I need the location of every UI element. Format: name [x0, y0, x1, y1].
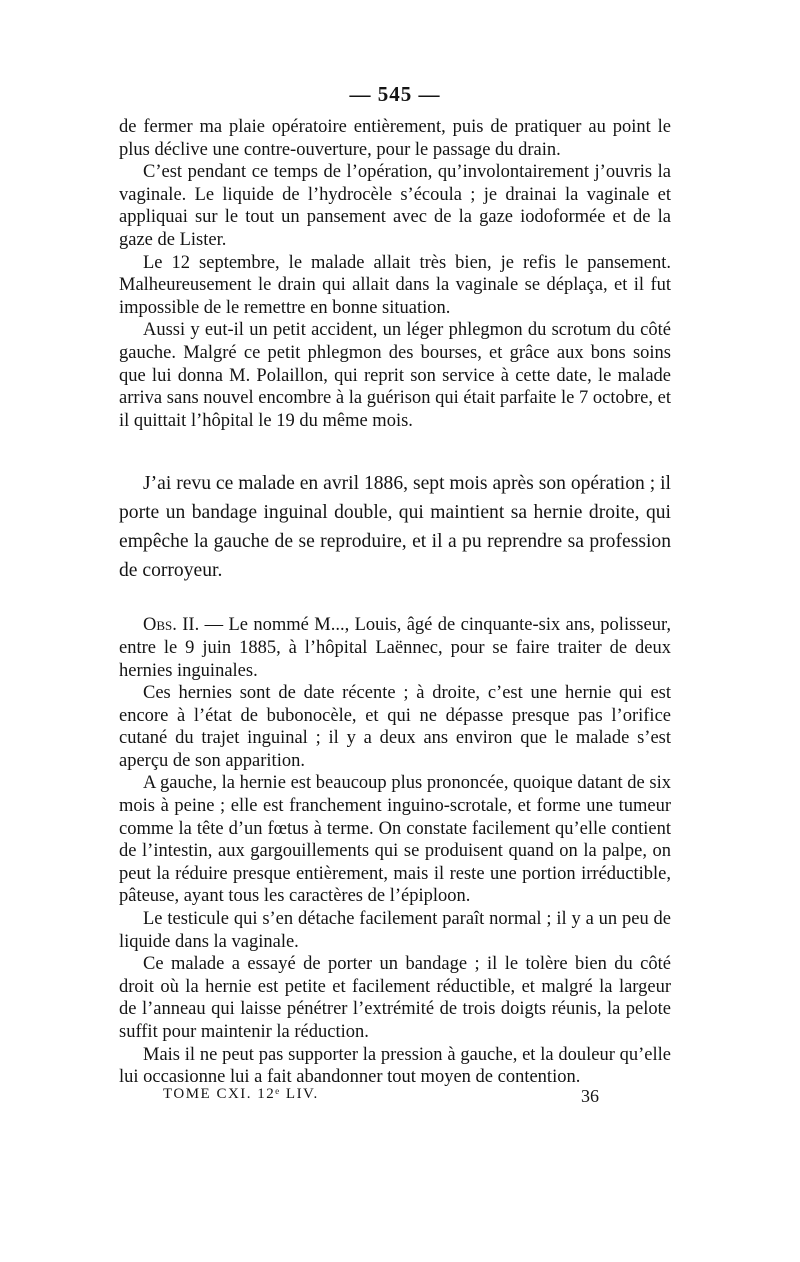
paragraph-followup: J’ai revu ce malade en avril 1886, sept mois après son opération ; il porte un bandage inguinal double, qui maintient sa hernie droite, qui empêche la gauche de se reproduire, et il a pu reprendre sa profession de corroyeur.	[119, 473, 671, 582]
page-body	[119, 82, 671, 1089]
page-footer	[163, 1086, 599, 1107]
observation-paragraph: Ces hernies sont de date récente ; à droite, c’est une hernie qui est encore à l’état de bubonocèle, et qui ne dépasse presque pas l’orifice cutané du trajet inguinal ; il y a deux ans environ que le malade s’est aperçu de son apparition.	[119, 683, 671, 771]
observation-paragraph: A gauche, la hernie est beaucoup plus prononcée, quoique datant de six mois à peine ; elle est franchement inguino-scrotale, et forme une tumeur comme la tête d’un fœtus à terme. On constate facilement qu’elle contient de l’intestin, aux gargouillements qui se produisent quand on la palpe, on peut la réduire presque entièrement, mais il reste une portion irréductible, pâteuse, ayant tous les caractères de l’épiploon.	[119, 773, 671, 907]
footer-sheet-number: 36	[581, 1086, 599, 1106]
observation-paragraph: Le testicule qui s’en détache facilement paraît normal ; il y a un peu de liquide dans la vaginale.	[119, 909, 671, 952]
observation-heading-paragraph	[119, 614, 671, 682]
paragraph: Le 12 septembre, le malade allait très bien, je refis le pansement. Malheureusement le drain qui allait dans la vaginale se déplaça, et il fut impossible de le remettre en bonne situation.	[119, 252, 671, 318]
observation-paragraph: Ce malade a essayé de porter un bandage ; il le tolère bien du côté droit où la hernie est petite et facilement réductible, et malgré la largeur de l’anneau qui laisse pénétrer l’extrémité de trois doigts réunis, la pelote suffit pour maintenir la réduction.	[119, 954, 671, 1042]
paragraph: Aussi y eut-il un petit accident, un léger phlegmon du scrotum du côté gauche. Malgré ce petit phlegmon des bourses, et grâce aux bons soins que lui donna M. Polaillon, qui reprit son service à cette date, le malade arriva sans nouvel encombre à la guérison qui était parfaite le 7 octobre, et il quittait l’hôpital le 19 du même mois.	[119, 320, 671, 431]
paragraph: C’est pendant ce temps de l’opération, qu’involontairement j’ouvris la vaginale. Le liquide de l’hydrocèle s’écoula ; je drainai la vaginale et appliquai sur le tout un pansement avec de la gaze iodoformée et de la gaze de Lister.	[119, 162, 671, 250]
observation-paragraph: Mais il ne peut pas supporter la pression à gauche, et la douleur qu’elle lui occasionne lui a fait abandonner tout moyen de contention.	[119, 1044, 671, 1088]
observation-label: Obs. II.	[143, 615, 200, 636]
footer-signature: TOME CXI. 12ᵉ LIV.	[163, 1086, 319, 1102]
observation-intro: — Le nommé M..., Louis, âgé de cinquante-six ans, polisseur, entre le 9 juin 1885, à l’hôpital Laënnec, pour se faire traiter de deux hernies inguinales.	[119, 615, 671, 681]
page-number: — 545 —	[349, 82, 441, 106]
paragraph-continuation: de fermer ma plaie opératoire entièrement, puis de pratiquer au point le plus déclive une contre-ouverture, pour le passage du drain.	[119, 117, 671, 160]
